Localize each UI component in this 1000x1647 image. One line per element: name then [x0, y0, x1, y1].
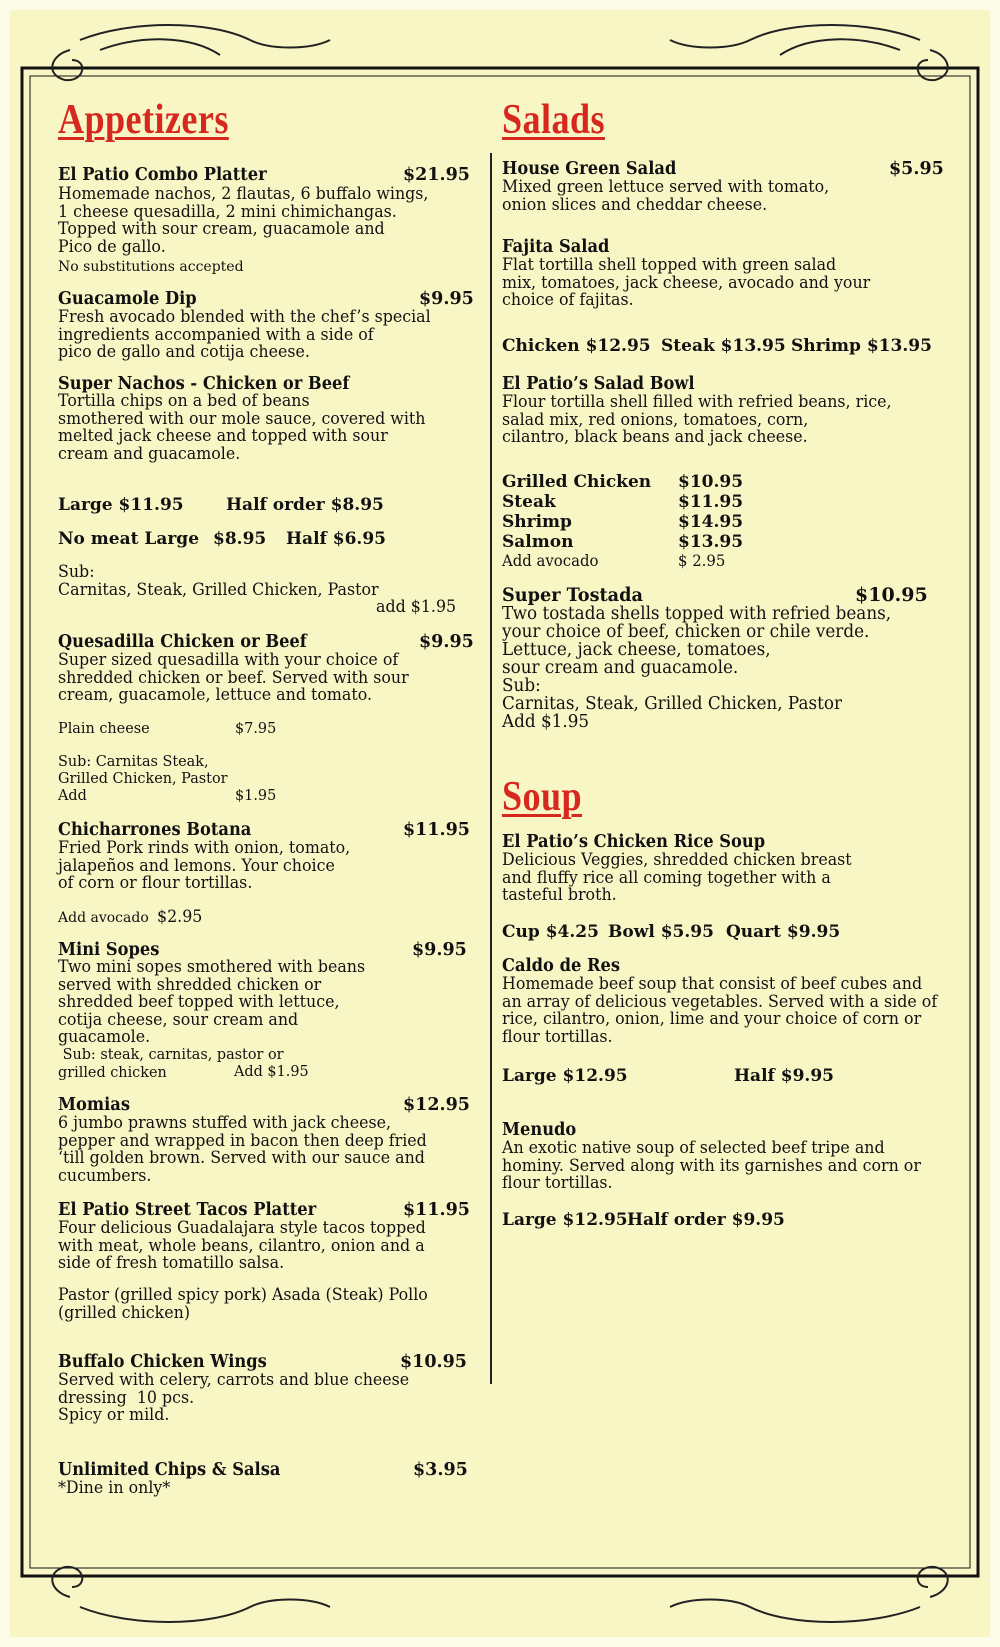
sopes-sub-add: Add $1.95 — [234, 1062, 309, 1080]
nachos-nomeat-price: $8.95 — [213, 529, 267, 549]
chicharrones-price: $11.95 — [403, 820, 470, 840]
house-salad-price: $5.95 — [889, 159, 944, 179]
salad-bowl-prices: $10.95 $11.95 $14.95 $13.95 — [678, 472, 744, 552]
nachos-half: Half order $8.95 — [226, 495, 384, 515]
soup-title: Soup — [502, 774, 583, 820]
caldo-desc: Homemade beef soup that consist of beef cubes and an array of delicious vegetables. Served with a side of rice, cilantro, onion, lime and your choice of corn or flour tortillas. — [502, 974, 938, 1046]
quesadilla-plain-label: Plain cheese — [58, 719, 150, 737]
quesadilla-price: $9.95 — [419, 632, 474, 652]
combo-note: No substitutions accepted — [58, 259, 244, 275]
chicharrones-desc: Fried Pork rinds with onion, tomato, jalapeños and lemons. Your choice of corn or flour tortillas. — [58, 838, 351, 892]
tacos-name: El Patio Street Tacos Platter — [58, 1200, 317, 1220]
caldo-large: Large $12.95 — [502, 1066, 628, 1086]
combo-price: $21.95 — [403, 165, 470, 185]
quesadilla-plain-price: $7.95 — [235, 719, 277, 737]
sopes-name: Mini Sopes — [58, 940, 160, 960]
combo-desc: Homemade nachos, 2 flautas, 6 buffalo wings, 1 cheese quesadilla, 2 mini chimichangas. Topped with sour cream, guacamole and Pico de gallo. — [58, 184, 429, 256]
fajita-shrimp: Shrimp $13.95 — [791, 336, 932, 356]
sopes-sub: Sub: steak, carnitas, pastor or grilled chicken — [58, 1045, 284, 1081]
menudo-large: Large $12.95 — [502, 1210, 628, 1230]
house-salad-name: House Green Salad — [502, 159, 677, 179]
salads-title: Salads — [502, 97, 605, 143]
chicharrones-name: Chicharrones Botana — [58, 820, 252, 840]
wings-price: $10.95 — [400, 1352, 467, 1372]
salad-bowl-desc: Flour tortilla shell filled with refried beans, rice, salad mix, red onions, tomatoes, corn, cilantro, black beans and jack cheese. — [502, 392, 892, 446]
chips-price: $3.95 — [413, 1460, 468, 1480]
momias-price: $12.95 — [403, 1095, 470, 1115]
fajita-salad-desc: Flat tortilla shell topped with green salad mix, tomatoes, jack cheese, avocado and your choice of fajitas. — [502, 255, 871, 309]
column-divider — [490, 153, 492, 1384]
quesadilla-add-price: $1.95 — [235, 786, 277, 804]
tostada-price: $10.95 — [855, 584, 928, 606]
soup-cup: Cup $4.25 — [502, 922, 599, 942]
soup-bowl: Bowl $5.95 — [608, 922, 714, 942]
salad-bowl-name: El Patio’s Salad Bowl — [502, 374, 695, 394]
tacos-desc: Four delicious Guadalajara style tacos topped with meat, whole beans, cilantro, onion and a side of fresh tomatillo salsa. — [58, 1218, 426, 1272]
nachos-sub: Sub: Carnitas, Steak, Grilled Chicken, Pastor — [58, 562, 379, 599]
guac-desc: Fresh avocado blended with the chef’s special ingredients accompanied with a side of pico de gallo and cotija cheese. — [58, 307, 431, 361]
menudo-half: Half order $9.95 — [627, 1210, 785, 1230]
tacos-options: Pastor (grilled spicy pork) Asada (Steak) Pollo (grilled chicken) — [58, 1285, 428, 1322]
sopes-price: $9.95 — [412, 940, 467, 960]
quesadilla-sub: Sub: Carnitas Steak, Grilled Chicken, Pastor Add — [58, 752, 228, 804]
quesadilla-desc: Super sized quesadilla with your choice of shredded chicken or beef. Served with sour cream, guacamole, lettuce and tomato. — [58, 650, 409, 704]
chicken-rice-soup-name: El Patio’s Chicken Rice Soup — [502, 832, 766, 852]
nachos-name: Super Nachos - Chicken or Beef — [58, 374, 350, 394]
menudo-name: Menudo — [502, 1120, 577, 1140]
chips-note: *Dine in only* — [58, 1478, 171, 1497]
nachos-desc: Tortilla chips on a bed of beans smothered with our mole sauce, covered with melted jack cheese and topped with sour cream and guacamole. — [58, 391, 426, 463]
quesadilla-name: Quesadilla Chicken or Beef — [58, 632, 307, 652]
wings-desc: Served with celery, carrots and blue cheese dressing 10 pcs. Spicy or mild. — [58, 1370, 410, 1424]
guac-name: Guacamole Dip — [58, 289, 197, 309]
nachos-nomeat: No meat Large — [58, 529, 200, 549]
salad-bowl-avocado-price: $ 2.95 — [678, 552, 726, 570]
nachos-sub-add: add $1.95 — [376, 597, 457, 616]
soup-quart: Quart $9.95 — [726, 922, 841, 942]
tostada-name: Super Tostada — [502, 584, 643, 606]
sopes-desc: Two mini sopes smothered with beans served with shredded chicken or shredded beef topped with lettuce, cotija cheese, sour cream and guacamole. — [58, 957, 366, 1046]
chicken-rice-soup-desc: Delicious Veggies, shredded chicken breast and fluffy rice all coming together with a tasteful broth. — [502, 850, 852, 904]
chicharrones-avocado-price: $2.95 — [157, 907, 203, 926]
appetizers-title: Appetizers — [58, 97, 229, 143]
fajita-steak: Steak $13.95 — [661, 336, 786, 356]
fajita-chicken: Chicken $12.95 — [502, 336, 651, 356]
momias-name: Momias — [58, 1095, 130, 1115]
fajita-salad-name: Fajita Salad — [502, 237, 610, 257]
salad-bowl-options: Grilled Chicken Steak Shrimp Salmon — [502, 472, 652, 552]
wings-name: Buffalo Chicken Wings — [58, 1352, 267, 1372]
chips-name: Unlimited Chips & Salsa — [58, 1460, 281, 1480]
guac-price: $9.95 — [419, 289, 474, 309]
salad-bowl-avocado-label: Add avocado — [502, 552, 599, 570]
menudo-desc: An exotic native soup of selected beef tripe and hominy. Served along with its garnishes and corn or flour tortillas. — [502, 1138, 921, 1192]
nachos-large: Large $11.95 — [58, 495, 184, 515]
tostada-desc: Two tostada shells topped with refried beans, your choice of beef, chicken or chile verde. Lettuce, jack cheese, tomatoes, sour cream and guacamole. Sub: Carnitas, Steak, Grilled Chicken, Pastor Add $1.95 — [502, 604, 892, 732]
caldo-half: Half $9.95 — [734, 1066, 834, 1086]
house-salad-desc: Mixed green lettuce served with tomato, onion slices and cheddar cheese. — [502, 177, 830, 214]
chicharrones-avocado-label: Add avocado — [58, 910, 149, 926]
momias-desc: 6 jumbo prawns stuffed with jack cheese, pepper and wrapped in bacon then deep fried ‘till golden brown. Served with our sauce and cucumbers. — [58, 1113, 427, 1185]
nachos-nomeat-half: Half $6.95 — [286, 529, 386, 549]
caldo-name: Caldo de Res — [502, 956, 621, 976]
combo-name: El Patio Combo Platter — [58, 165, 267, 185]
tacos-price: $11.95 — [403, 1200, 470, 1220]
